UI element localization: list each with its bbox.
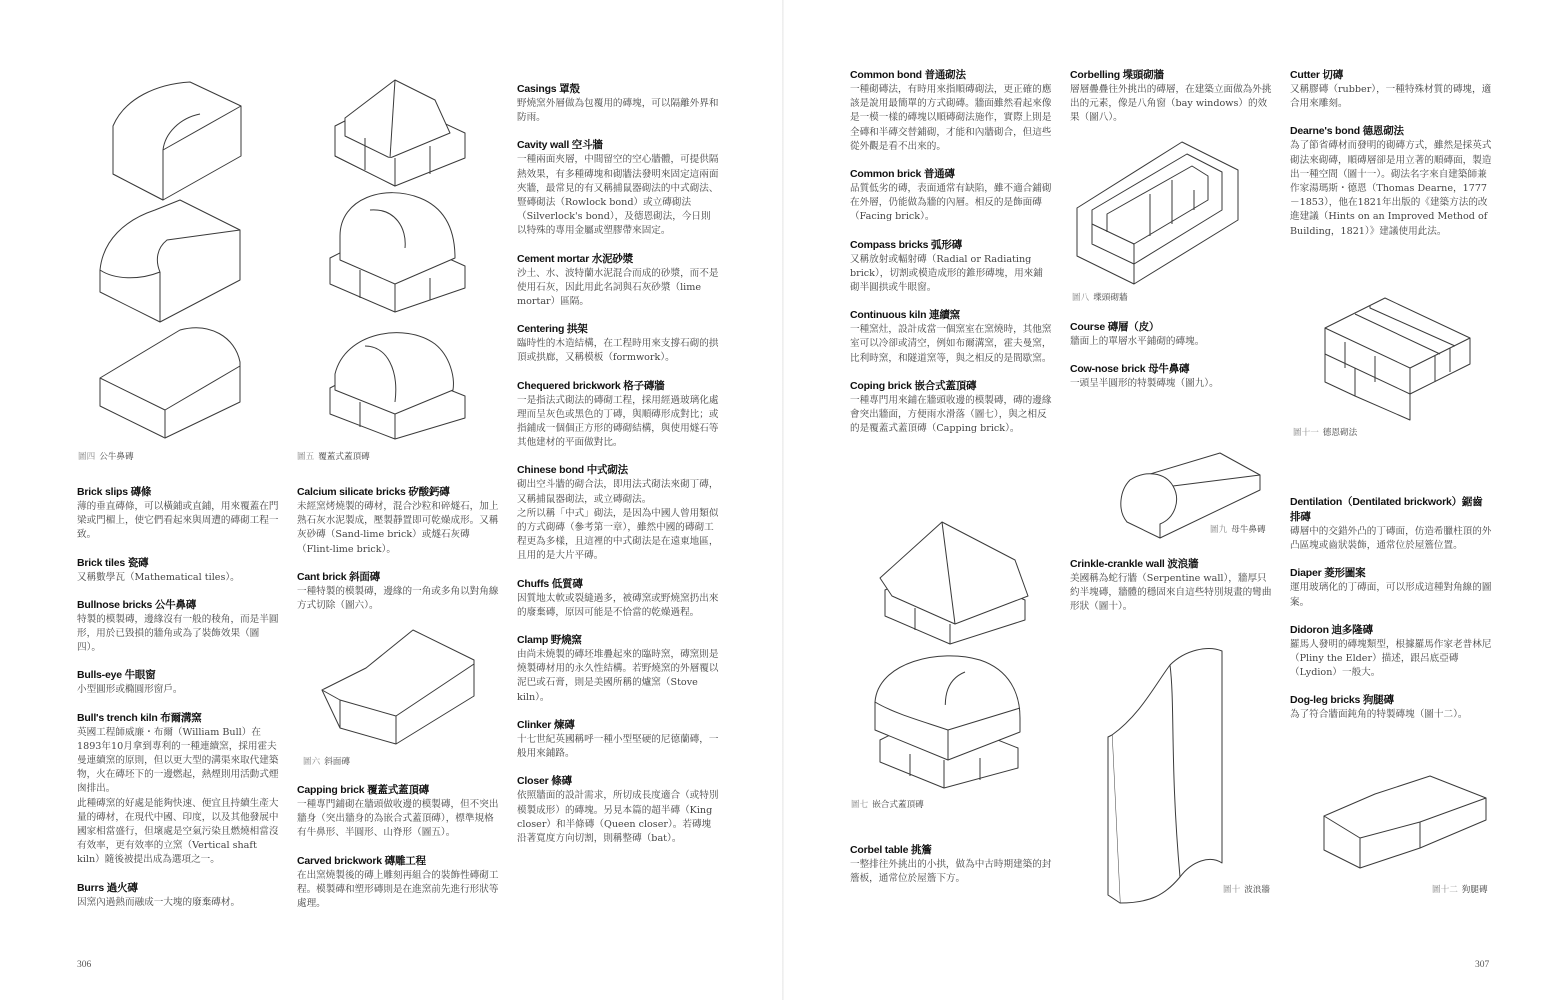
entry-description bbox=[77, 726, 279, 868]
entry-description bbox=[77, 896, 279, 910]
glossary-entry bbox=[517, 82, 719, 125]
caption-fig12-number: 圖十二 bbox=[1432, 884, 1458, 894]
entry-description bbox=[517, 592, 719, 620]
glossary-entry bbox=[850, 308, 1052, 366]
glossary-column-2 bbox=[297, 485, 499, 626]
entry-paragraph: 又稱放射或輻射磚（Radial or Radiating brick），切割或模造成形的錐形磚塊，用來鋪砌半圓拱或牛眼窗。 bbox=[850, 253, 1043, 294]
entry-description bbox=[297, 798, 499, 841]
entry-term: Cow-nose brick 母牛鼻磚 bbox=[1070, 363, 1190, 376]
entry-description bbox=[297, 500, 499, 557]
glossary-entry bbox=[77, 881, 279, 910]
entry-description bbox=[77, 613, 279, 656]
glossary-column-2b bbox=[297, 783, 499, 924]
rounded-capping-brick-figure bbox=[325, 188, 470, 313]
entry-term: Compass bricks 弧形磚 bbox=[850, 238, 962, 251]
entry-term: Bulls-eye 牛眼窗 bbox=[77, 669, 156, 682]
entry-paragraph: 之所以稱「中式」砌法，是因為中國人曾用類似的方式砌磚（參考第一章），雖然中國的磚砌工程更為多樣，且這裡的中式砌法是在遠東地區，且用的是大片平磚。 bbox=[517, 507, 719, 562]
glossary-entry bbox=[517, 252, 719, 310]
glossary-entry bbox=[1290, 124, 1492, 238]
caption-fig11-text: 德恩砌法 bbox=[1322, 427, 1358, 437]
entry-description bbox=[297, 585, 499, 613]
entry-description bbox=[850, 394, 1052, 437]
glossary-entry bbox=[1070, 557, 1272, 615]
glossary-entry bbox=[77, 485, 279, 543]
glossary-column-5c bbox=[1070, 557, 1272, 628]
entry-paragraph: 一種窯灶，設計成當一個窯室在窯燒時，其他窯室可以冷卻或清空，例如布爾溝窯，霍夫曼窯，比利時窯，和隧道窯等，與之相反的是間歇窯。 bbox=[850, 324, 1052, 364]
entry-description bbox=[77, 571, 279, 585]
entry-term: Dentilation（Dentilated brickwork）鋸齒排磚 bbox=[1290, 496, 1483, 523]
glossary-entry bbox=[1070, 68, 1272, 126]
entry-term: Capping brick 覆蓋式蓋頂磚 bbox=[297, 784, 429, 796]
entry-description bbox=[517, 789, 719, 846]
entry-description bbox=[517, 394, 719, 451]
entry-description bbox=[1070, 572, 1272, 615]
caption-fig6-number: 圖六 bbox=[303, 756, 321, 766]
caption-fig9-text: 母牛鼻磚 bbox=[1231, 524, 1266, 534]
entry-description bbox=[1290, 708, 1492, 722]
entry-description bbox=[1070, 83, 1272, 126]
entry-term: Common brick 普通磚 bbox=[850, 168, 955, 181]
entry-paragraph: 此種磚窯的好處是能夠快速、便宜且持續生產大量的磚材，在現代中國、印度，以及其他發展中國家相當盛行，但壞處是空氣污染且燃燒相當沒有效率，更有效率的立窯（Vertical shaft kiln）隨後被提出成為選項之一。 bbox=[77, 797, 279, 866]
page-gutter bbox=[782, 0, 784, 1000]
entry-term: Bullnose bricks 公牛鼻磚 bbox=[77, 598, 197, 611]
entry-term: Crinkle-crankle wall 波浪牆 bbox=[1070, 558, 1199, 570]
glossary-column-5 bbox=[1070, 68, 1272, 139]
entry-term: Cement mortar 水泥砂漿 bbox=[517, 252, 634, 265]
entry-term: Chuffs 低質磚 bbox=[517, 577, 583, 590]
glossary-entry bbox=[1070, 362, 1272, 391]
entry-paragraph: 一種專門鋪砌在牆頭做收邊的模製磚，但不突出牆身（突出牆身的為嵌合式蓋頂磚），標準規格有牛鼻形、半圓形、山脊形（圖五）。 bbox=[297, 799, 499, 839]
glossary-entry bbox=[77, 711, 279, 868]
entry-paragraph: 一種砌磚法，有時用來指順磚砌法，更正確的應該是說用最簡單的方式砌磚。牆面雖然看起來像是一模一樣的磚塊以順磚砌法施作，實際上則是全磚和半磚交替鋪砌，才能和內牆砌合，但這些從外觀是看不出來的。 bbox=[850, 84, 1052, 152]
entry-description bbox=[850, 253, 1052, 296]
bullnose-brick-figure-3 bbox=[95, 322, 245, 440]
entry-term: Continuous kiln 連續窯 bbox=[850, 309, 960, 322]
caption-fig6-text: 斜面磚 bbox=[324, 756, 350, 766]
entry-term: Burrs 過火磚 bbox=[77, 881, 138, 894]
glossary-column-3 bbox=[517, 82, 719, 859]
caption-fig11-number: 圖十一 bbox=[1293, 427, 1319, 437]
ridge-capping-brick-figure bbox=[325, 78, 470, 188]
entry-term: Cavity wall 空斗牆 bbox=[517, 139, 603, 152]
entry-paragraph: 運用玻璃化的丁磚面，可以形成這種對角線的圖案。 bbox=[1290, 582, 1492, 608]
entry-paragraph: 特製的模製磚，邊緣沒有一般的稜角，而是半圓形，用於已毀損的牆角或為了裝飾效果（圖四）。 bbox=[77, 613, 279, 654]
entry-paragraph: 為了節省磚材而發明的砌磚方式，雖然是採英式砌法來砌磚，順磚層卻是用立著的順磚面，製造出一種空間（圖十一）。砌法名字來自建築師兼作家湯瑪斯・德恩（Thomas Dearne，1777－1853），他在1821年出版的《建築方法的改進建議（Hints on an Improved Method of Building，1821）》建議使用此法。 bbox=[1290, 140, 1492, 237]
caption-fig6 bbox=[303, 755, 350, 767]
glossary-entry bbox=[1290, 68, 1492, 111]
entry-term: Brick tiles 瓷磚 bbox=[77, 556, 149, 569]
entry-paragraph: 又稱數學瓦（Mathematical tiles）。 bbox=[77, 571, 240, 583]
entry-description bbox=[1290, 139, 1492, 238]
entry-term: Chequered brickwork 格子磚牆 bbox=[517, 379, 665, 392]
glossary-entry bbox=[517, 774, 719, 846]
caption-fig10-text: 波浪牆 bbox=[1244, 884, 1270, 894]
entry-term: Corbelling 堞頭砌牆 bbox=[1070, 69, 1164, 81]
glossary-entry bbox=[1070, 320, 1272, 349]
caption-fig7-number: 圖七 bbox=[851, 799, 869, 809]
caption-fig12-text: 狗腿磚 bbox=[1461, 884, 1488, 894]
caption-fig8-number: 圖八 bbox=[1072, 292, 1090, 302]
entry-term: Didoron 迪多隆磚 bbox=[1290, 623, 1373, 636]
entry-paragraph: 為了符合牆面鈍角的特製磚塊（圖十二）。 bbox=[1290, 709, 1468, 721]
glossary-entry bbox=[850, 238, 1052, 296]
glossary-entry bbox=[517, 633, 719, 705]
caption-fig9 bbox=[1210, 523, 1266, 535]
glossary-entry bbox=[1290, 566, 1492, 609]
entry-paragraph: 一頭呈半圓形的特製磚塊（圖九）。 bbox=[1070, 378, 1219, 390]
entry-paragraph: 一種專門用來鋪在牆頭收邊的模製磚，磚的邊緣會突出牆面，方便雨水滑落（圖七），與之相反的是覆蓋式蓋頂磚（Capping brick）。 bbox=[850, 394, 1052, 435]
glossary-entry bbox=[517, 577, 719, 620]
glossary-entry bbox=[850, 379, 1052, 437]
entry-description bbox=[1290, 581, 1492, 609]
entry-paragraph: 又稱膠磚（rubber），一種特殊材質的磚塊，適合用來雕刻。 bbox=[1290, 84, 1492, 110]
entry-paragraph: 薄的垂直磚條，可以橫鋪或直鋪，用來覆蓋在門梁或門楣上，使它們看起來與周遭的磚砌工程一致。 bbox=[77, 501, 279, 541]
caption-fig11 bbox=[1293, 426, 1357, 438]
entry-description bbox=[77, 500, 279, 543]
glossary-entry bbox=[77, 668, 279, 697]
entry-description bbox=[517, 648, 719, 705]
entry-term: Diaper 菱形圖案 bbox=[1290, 567, 1366, 580]
entry-paragraph: 臨時性的木造結構，在工程時用來支撐石砌的拱頂或拱廊，又稱模板（formwork）。 bbox=[517, 338, 719, 364]
entry-description bbox=[850, 858, 1052, 886]
entry-description bbox=[517, 267, 719, 310]
bullnose-brick-figure-1 bbox=[105, 78, 245, 203]
caption-fig10-number: 圖十 bbox=[1223, 884, 1241, 894]
glossary-column-6b bbox=[1290, 495, 1492, 736]
caption-fig5-text: 覆蓋式蓋頂磚 bbox=[318, 451, 370, 461]
glossary-entry bbox=[1290, 495, 1492, 553]
coping-brick-ridge-figure bbox=[880, 520, 1030, 645]
entry-term: Course 磚層（皮） bbox=[1070, 321, 1160, 333]
entry-description bbox=[1070, 377, 1272, 391]
glossary-column-1 bbox=[77, 485, 279, 923]
entry-term: Bull's trench kiln 布爾溝窯 bbox=[77, 711, 202, 724]
page-number-left: 306 bbox=[77, 960, 92, 970]
entry-description bbox=[850, 182, 1052, 225]
entry-paragraph: 依照牆面的設計需求，所切成長度適合（或特別模製成形）的磚塊。另見本篇的超半磚（King closer）和半條磚（Queen closer）。若磚塊沿著寬度方向切割，則稱整磚（bat）。 bbox=[517, 790, 719, 844]
page-number-right: 307 bbox=[1475, 960, 1490, 970]
entry-term: Cant brick 斜面磚 bbox=[297, 570, 380, 583]
entry-paragraph: 羅馬人發明的磚塊類型，根據羅馬作家老普林尼（Pliny the Elder）描述，跟呂底亞磚（Lydion）一般大。 bbox=[1290, 638, 1492, 679]
entry-term: Cutter 切磚 bbox=[1290, 69, 1344, 81]
entry-term: Centering 拱架 bbox=[517, 323, 588, 336]
bullnose-brick-figure-2 bbox=[95, 200, 245, 325]
entry-paragraph: 因窯內過熱而融成一大塊的廢棄磚材。 bbox=[77, 896, 241, 908]
entry-paragraph: 美國稱為蛇行牆（Serpentine wall），牆厚只約半塊磚，牆體的穩固來自這些特別規畫的彎曲形狀（圖十）。 bbox=[1070, 573, 1272, 613]
caption-fig7 bbox=[851, 798, 924, 810]
entry-paragraph: 一是指法式砌法的磚砌工程，採用經過玻璃化處理而呈灰色或黑色的丁磚，與順磚形成對比；或指鋪成一個個正方形的磚砌結構，與使用燧石等其他建材的平面做對比。 bbox=[517, 394, 719, 449]
glossary-entry bbox=[297, 854, 499, 912]
glossary-entry bbox=[77, 556, 279, 585]
caption-fig7-text: 嵌合式蓋頂磚 bbox=[872, 799, 924, 809]
entry-description bbox=[850, 83, 1052, 154]
entry-term: Dearne's bond 德恩砌法 bbox=[1290, 125, 1404, 138]
entry-term: Corbel table 挑簷 bbox=[850, 844, 932, 856]
glossary-entry bbox=[1290, 623, 1492, 681]
glossary-entry bbox=[850, 68, 1052, 154]
entry-term: Dog-leg bricks 狗腿磚 bbox=[1290, 694, 1394, 707]
glossary-column-4 bbox=[850, 68, 1052, 449]
entry-paragraph: 小型圓形或橢圓形窗戶。 bbox=[77, 684, 183, 696]
entry-term: Closer 條磚 bbox=[517, 775, 572, 788]
entry-paragraph: 層層疊疊往外挑出的磚層，在建築立面做為外挑出的元素，像是八角窗（bay windows）的效果（圖八）。 bbox=[1070, 84, 1272, 124]
glossary-entry bbox=[517, 718, 719, 761]
entry-description bbox=[517, 337, 719, 365]
entry-paragraph: 野燒窯外層做為包覆用的磚塊，可以隔離外界和防雨。 bbox=[517, 98, 719, 124]
glossary-column-6 bbox=[1290, 68, 1492, 252]
entry-description bbox=[517, 97, 719, 125]
glossary-entry bbox=[1290, 693, 1492, 722]
caption-fig4 bbox=[78, 450, 134, 462]
entry-paragraph: 砌出空斗牆的砌合法，即用法式砌法來砌丁磚，又稱捕鼠器砌法，或立磚砌法。 bbox=[517, 479, 719, 505]
glossary-column-4b bbox=[850, 843, 1052, 899]
caption-fig12 bbox=[1432, 883, 1488, 895]
entry-term: Brick slips 磚條 bbox=[77, 486, 152, 498]
entry-paragraph: 因質地太軟或裂縫過多，被磚窯或野燒窯扔出來的廢棄磚，原因可能是不恰當的乾燥過程。 bbox=[517, 592, 719, 618]
caption-fig8-text: 堞頭砌牆 bbox=[1093, 292, 1128, 302]
entry-term: Coping brick 嵌合式蓋頂磚 bbox=[850, 379, 977, 392]
dogleg-brick-figure bbox=[1320, 772, 1490, 872]
cant-brick-figure bbox=[318, 628, 478, 748]
entry-term: Common bond 普通砌法 bbox=[850, 69, 966, 81]
glossary-entry bbox=[297, 485, 499, 557]
caption-fig4-number: 圖四 bbox=[78, 451, 96, 461]
dearnes-bond-figure bbox=[1315, 298, 1475, 423]
entry-term: Clamp 野燒窯 bbox=[517, 634, 582, 647]
entry-description bbox=[517, 478, 719, 563]
glossary-entry bbox=[850, 843, 1052, 886]
entry-description bbox=[517, 153, 719, 238]
entry-paragraph: 在出窯燒製後的磚上雕刻再組合的裝飾性磚砌工程。模製磚和塑形磚則是在進窯前先進行形狀等處理。 bbox=[297, 869, 499, 910]
entry-term: Clinker 煉磚 bbox=[517, 718, 575, 731]
entry-description bbox=[1290, 83, 1492, 111]
glossary-entry bbox=[517, 379, 719, 451]
entry-description bbox=[77, 683, 279, 697]
caption-fig5-number: 圖五 bbox=[297, 451, 315, 461]
entry-paragraph: 一種兩面夾層，中間留空的空心牆體，可提供隔熱效果，有多種磚塊和砌牆法發明來固定這兩面夾牆，最常見的有又稱捕鼠器砌法的中式砌法、豎磚砌法（Rowlock bond）或立磚砌法（Silverlock's bond），及德恩砌法，今日則以特殊的專用金屬或塑膠帶來固定。 bbox=[517, 154, 719, 237]
entry-paragraph: 一整排往外挑出的小拱，做為中古時期建築的封簷板，通常位於屋簷下方。 bbox=[850, 859, 1052, 885]
glossary-entry bbox=[517, 138, 719, 238]
glossary-entry bbox=[297, 783, 499, 841]
entry-description bbox=[1290, 638, 1492, 681]
entry-term: Calcium silicate bricks 矽酸鈣磚 bbox=[297, 486, 450, 498]
entry-paragraph: 品質低劣的磚，表面通常有缺陷，雖不適合鋪砌在外層，仍能做為牆的內層。相反的是飾面磚（Facing brick）。 bbox=[850, 183, 1052, 223]
entry-paragraph: 未經窯烤燒製的磚材，混合沙粒和碎燧石，加上熟石灰水泥製成，壓製靜置即可乾燥成形。又稱灰砂磚（Sand-lime brick）或燧石灰磚（Flint-lime brick）。 bbox=[297, 501, 499, 555]
entry-term: Carved brickwork 磚雕工程 bbox=[297, 854, 426, 867]
entry-paragraph: 磚層中的交錯外凸的丁磚面，仿造希臘柱頂的外凸區塊或齒狀裝飾，通常位於屋簷位置。 bbox=[1290, 526, 1492, 552]
entry-description bbox=[1290, 525, 1492, 553]
halfround-capping-brick-figure bbox=[325, 322, 470, 440]
caption-fig8 bbox=[1072, 291, 1128, 303]
caption-fig5 bbox=[297, 450, 370, 462]
glossary-entry bbox=[850, 167, 1052, 225]
corbelling-figure bbox=[1072, 140, 1242, 285]
serpentine-wall-figure bbox=[1100, 645, 1230, 905]
entry-paragraph: 一種特製的模製磚，邊緣的一角或多角以對角線方式切除（圖六）。 bbox=[297, 585, 499, 612]
glossary-entry bbox=[517, 322, 719, 365]
entry-paragraph: 牆面上的單層水平鋪砌的磚塊。 bbox=[1070, 336, 1205, 347]
entry-paragraph: 英國工程師威廉・布爾（William Bull）在1893年10月拿到專利的一種連續窯，採用霍夫曼連續窯的原則，但以更大型的溝渠來取代建築物，火在磚坯下的一邊燃起，熱煙則用活動式煙囪排出。 bbox=[77, 726, 279, 795]
entry-paragraph: 由尚未燒製的磚坯堆疊起來的臨時窯，磚窯則是燒製磚材用的永久性結構。若野燒窯的外層覆以泥巴或石膏，則是美國所稱的爐窯（Stove kiln）。 bbox=[517, 649, 719, 703]
entry-description bbox=[850, 323, 1052, 366]
glossary-column-5b bbox=[1070, 320, 1272, 404]
coping-brick-rounded-figure bbox=[870, 650, 1025, 790]
entry-term: Casings 罩殼 bbox=[517, 83, 580, 95]
entry-description bbox=[517, 733, 719, 761]
caption-fig10 bbox=[1223, 883, 1270, 895]
glossary-entry bbox=[517, 463, 719, 563]
caption-fig4-text: 公牛鼻磚 bbox=[99, 451, 134, 461]
caption-fig9-number: 圖九 bbox=[1210, 524, 1228, 534]
glossary-entry bbox=[77, 598, 279, 656]
entry-description bbox=[297, 869, 499, 912]
entry-term: Chinese bond 中式砌法 bbox=[517, 464, 628, 477]
glossary-entry bbox=[297, 570, 499, 613]
entry-description bbox=[1070, 335, 1272, 349]
entry-paragraph: 十七世紀英國稱呼一種小型堅硬的尼德蘭磚，一般用來鋪路。 bbox=[517, 733, 719, 760]
entry-paragraph: 沙土、水、波特蘭水泥混合而成的砂漿，而不是使用石灰，因此用此名詞與石灰砂漿（lime mortar）區隔。 bbox=[517, 267, 719, 308]
